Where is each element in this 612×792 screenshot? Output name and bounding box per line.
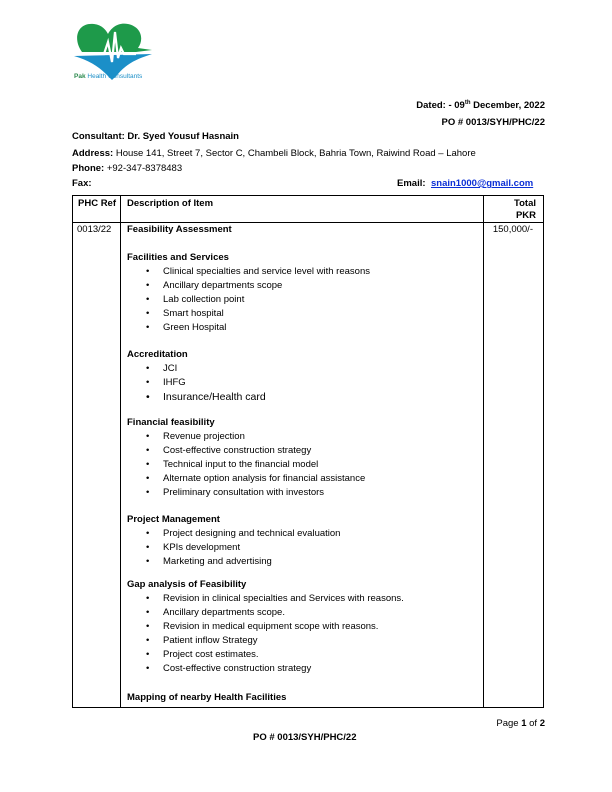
section-heading: Gap analysis of Feasibility [127, 579, 247, 590]
bullet-text: Cost-effective construction strategy [163, 445, 312, 456]
bullet-item [146, 593, 404, 604]
bullet-item [146, 459, 319, 470]
section-heading: Project Management [127, 514, 220, 525]
section-heading: Mapping of nearby Health Facilities [127, 692, 287, 703]
bullet-text: Marketing and advertising [163, 556, 272, 567]
bullet-item [146, 649, 259, 660]
email-link[interactable]: snain1000@gmail.com [431, 178, 534, 189]
bullet-item [146, 391, 266, 403]
bullet-item [146, 528, 341, 539]
bullet-text: Green Hospital [163, 322, 227, 333]
bullet-text: Revision in medical equipment scope with reasons. [163, 621, 379, 632]
po-number: PO # 0013/SYH/PHC/22 [441, 117, 545, 128]
column-divider [120, 196, 121, 707]
bullet-item [146, 377, 186, 388]
bullet-item [146, 308, 224, 319]
bullet-icon: • [146, 556, 150, 567]
section-heading: Facilities and Services [127, 252, 229, 263]
bullet-icon: • [146, 649, 150, 660]
bullet-icon: • [146, 308, 150, 319]
section-heading: Financial feasibility [127, 417, 215, 428]
bullet-icon: • [146, 593, 150, 604]
bullet-item [146, 294, 245, 305]
bullet-item [146, 663, 312, 674]
bullet-text: Alternate option analysis for financial assistance [163, 473, 366, 484]
bullet-item [146, 635, 258, 646]
bullet-text: Cost-effective construction strategy [163, 663, 312, 674]
bullet-text: IHFG [163, 377, 186, 388]
bullet-text: Technical input to the financial model [163, 459, 319, 470]
bullet-icon: • [146, 363, 150, 374]
bullet-text: Patient inflow Strategy [163, 635, 258, 646]
bullet-item [146, 542, 241, 553]
bullet-icon: • [146, 621, 150, 632]
bullet-icon: • [146, 487, 150, 498]
bullet-icon: • [146, 280, 150, 291]
bullet-item [146, 487, 325, 498]
header-pkr: PKR [515, 210, 536, 221]
bullet-item [146, 363, 178, 374]
bullet-text: Project cost estimates. [163, 649, 259, 660]
items-table [72, 195, 544, 708]
bullet-item [146, 556, 272, 567]
bullet-icon: • [146, 377, 150, 388]
bullet-icon: • [146, 607, 150, 618]
bullet-text: Project designing and technical evaluation [163, 528, 341, 539]
bullet-text: KPIs development [163, 542, 241, 553]
fax-label: Fax: [72, 178, 92, 189]
bullet-item [146, 621, 379, 632]
header-description: Description of Item [127, 198, 214, 209]
bullet-item [146, 445, 312, 456]
bullet-icon: • [146, 542, 150, 553]
bullet-item [146, 322, 227, 333]
bullet-item [146, 431, 245, 442]
bullet-text: Revision in clinical specialties and Services with reasons. [163, 593, 404, 604]
item-title: Feasibility Assessment [127, 224, 232, 235]
bullet-item [146, 280, 283, 291]
column-divider [483, 196, 484, 707]
bullet-icon: • [146, 459, 150, 470]
bullet-text: Insurance/Health card [163, 391, 266, 403]
header-phc-ref: PHC Ref [78, 198, 117, 209]
dated: Dated: - 09th December, 2022 [416, 100, 545, 112]
email-label: Email: [397, 178, 426, 189]
consultant: Consultant: Dr. Syed Yousuf Hasnain [72, 131, 239, 142]
bullet-icon: • [146, 445, 150, 456]
bullet-icon: • [146, 431, 150, 442]
phc-ref-value: 0013/22 [77, 224, 112, 235]
total-value: 150,000/- [492, 224, 533, 235]
bullet-item [146, 473, 366, 484]
phone: Phone: +92-347-8378483 [72, 163, 183, 174]
bullet-icon: • [146, 473, 150, 484]
logo-text: Pak Health Consultants [74, 73, 143, 80]
bullet-text: JCI [163, 363, 178, 374]
bullet-text: Ancillary departments scope [163, 280, 283, 291]
bullet-icon: • [146, 294, 150, 305]
header-divider [73, 222, 543, 223]
page-number: Page 1 of 2 [496, 718, 545, 729]
bullet-icon: • [146, 635, 150, 646]
address: Address: House 141, Street 7, Sector C, Chambeli Block, Bahria Town, Raiwind Road – Lahore [72, 148, 476, 159]
section-heading: Accreditation [127, 349, 188, 360]
bullet-text: Lab collection point [163, 294, 245, 305]
bullet-item [146, 266, 370, 277]
bullet-text: Revenue projection [163, 431, 245, 442]
bullet-text: Preliminary consultation with investors [163, 487, 325, 498]
bullet-text: Clinical specialties and service level with reasons [163, 266, 370, 277]
header-total: Total [514, 198, 536, 209]
footer-po: PO # 0013/SYH/PHC/22 [253, 732, 357, 743]
bullet-icon: • [146, 266, 150, 277]
bullet-item [146, 607, 285, 618]
bullet-icon: • [146, 391, 150, 403]
bullet-icon: • [146, 528, 150, 539]
bullet-icon: • [146, 663, 150, 674]
bullet-text: Ancillary departments scope. [163, 607, 285, 618]
bullet-icon: • [146, 322, 150, 333]
bullet-text: Smart hospital [163, 308, 224, 319]
